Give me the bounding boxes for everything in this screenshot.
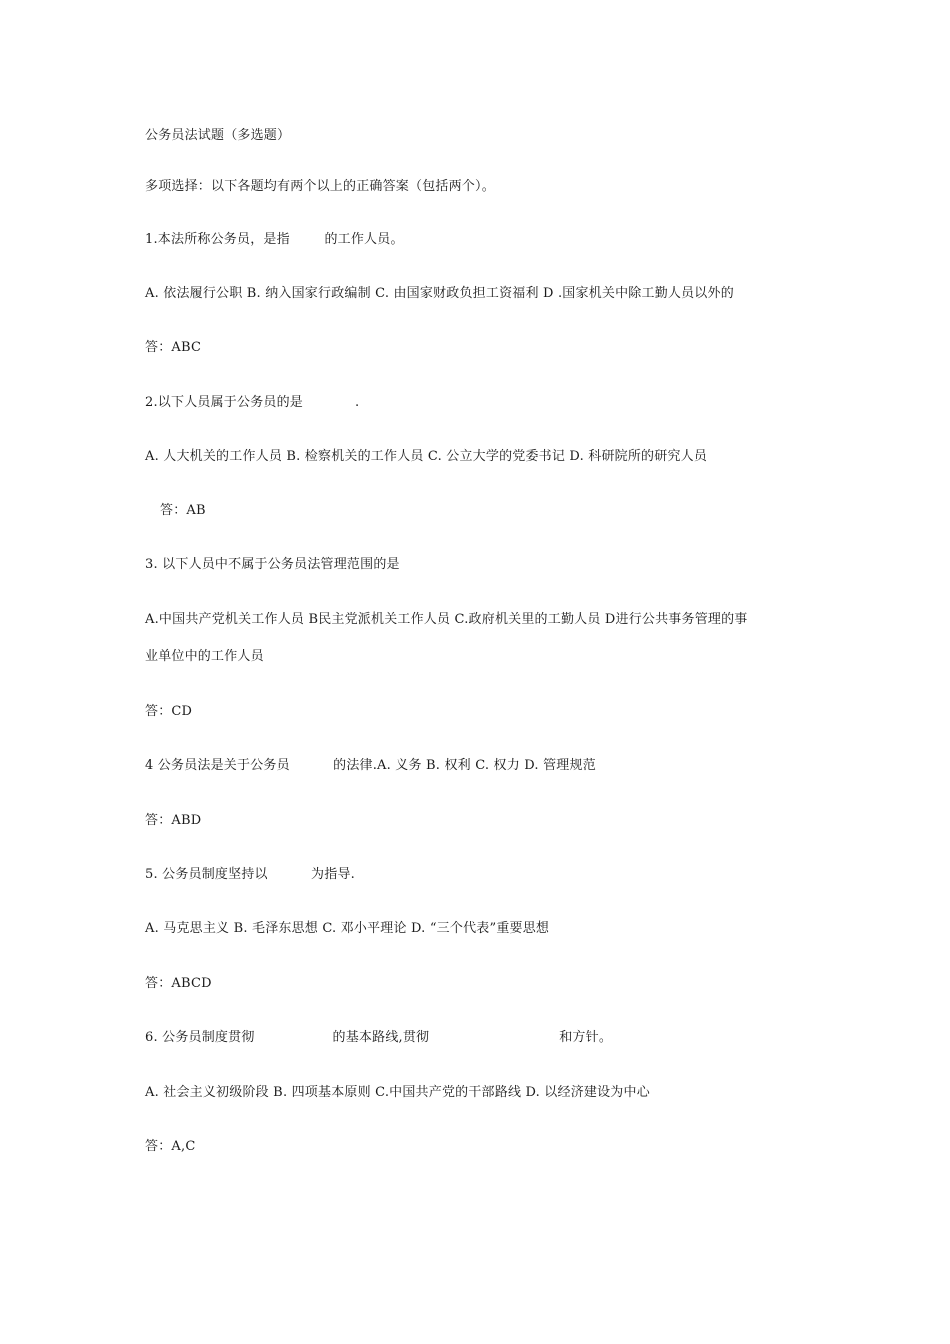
instruction-text: 多项选择：以下各题均有两个以上的正确答案（包括两个）。	[145, 179, 495, 194]
question-3-stem: 3. 以下人员中不属于公务员法管理范围的是	[145, 557, 400, 572]
question-1-answer: 答：ABC	[145, 340, 202, 355]
question-6-stem: 6. 公务员制度贯彻 的基本路线,贯彻 和方针。	[145, 1030, 613, 1045]
question-5-answer: 答：ABCD	[145, 976, 212, 991]
question-4-answer: 答：ABD	[145, 813, 202, 828]
question-1-options: A. 依法履行公职 B. 纳入国家行政编制 C. 由国家财政负担工资福利 D .国家机关中除工勤人员以外的	[145, 286, 734, 301]
question-3-answer: 答：CD	[145, 704, 193, 719]
question-2-options: A. 人大机关的工作人员 B. 检察机关的工作人员 C. 公立大学的党委书记 D. 科研院所的研究人员	[145, 449, 708, 464]
question-5-stem: 5. 公务员制度坚持以 为指导.	[145, 867, 355, 882]
question-2-answer: 答：AB	[160, 503, 206, 518]
question-5-options: A. 马克思主义 B. 毛泽东思想 C. 邓小平理论 D. “三个代表”重要思想	[145, 921, 550, 936]
question-3-options: A.中国共产党机关工作人员 B民主党派机关工作人员 C.政府机关里的工勤人员 D进行公共事务管理的事	[145, 612, 748, 627]
question-2-stem: 2.以下人员属于公务员的是 .	[145, 395, 360, 410]
document-title: 公务员法试题（多选题）	[145, 128, 291, 143]
question-1-stem: 1.本法所称公务员，是指 的工作人员。	[145, 232, 404, 247]
question-6-answer: 答：A,C	[145, 1139, 196, 1154]
question-6-options: A. 社会主义初级阶段 B. 四项基本原则 C.中国共产党的干部路线 D. 以经济建设为中心	[145, 1085, 650, 1100]
question-3-options-cont: 业单位中的工作人员	[145, 649, 264, 664]
question-4-stem: 4 公务员法是关于公务员 的法律.A. 义务 B. 权利 C. 权力 D. 管理规范	[145, 758, 596, 773]
